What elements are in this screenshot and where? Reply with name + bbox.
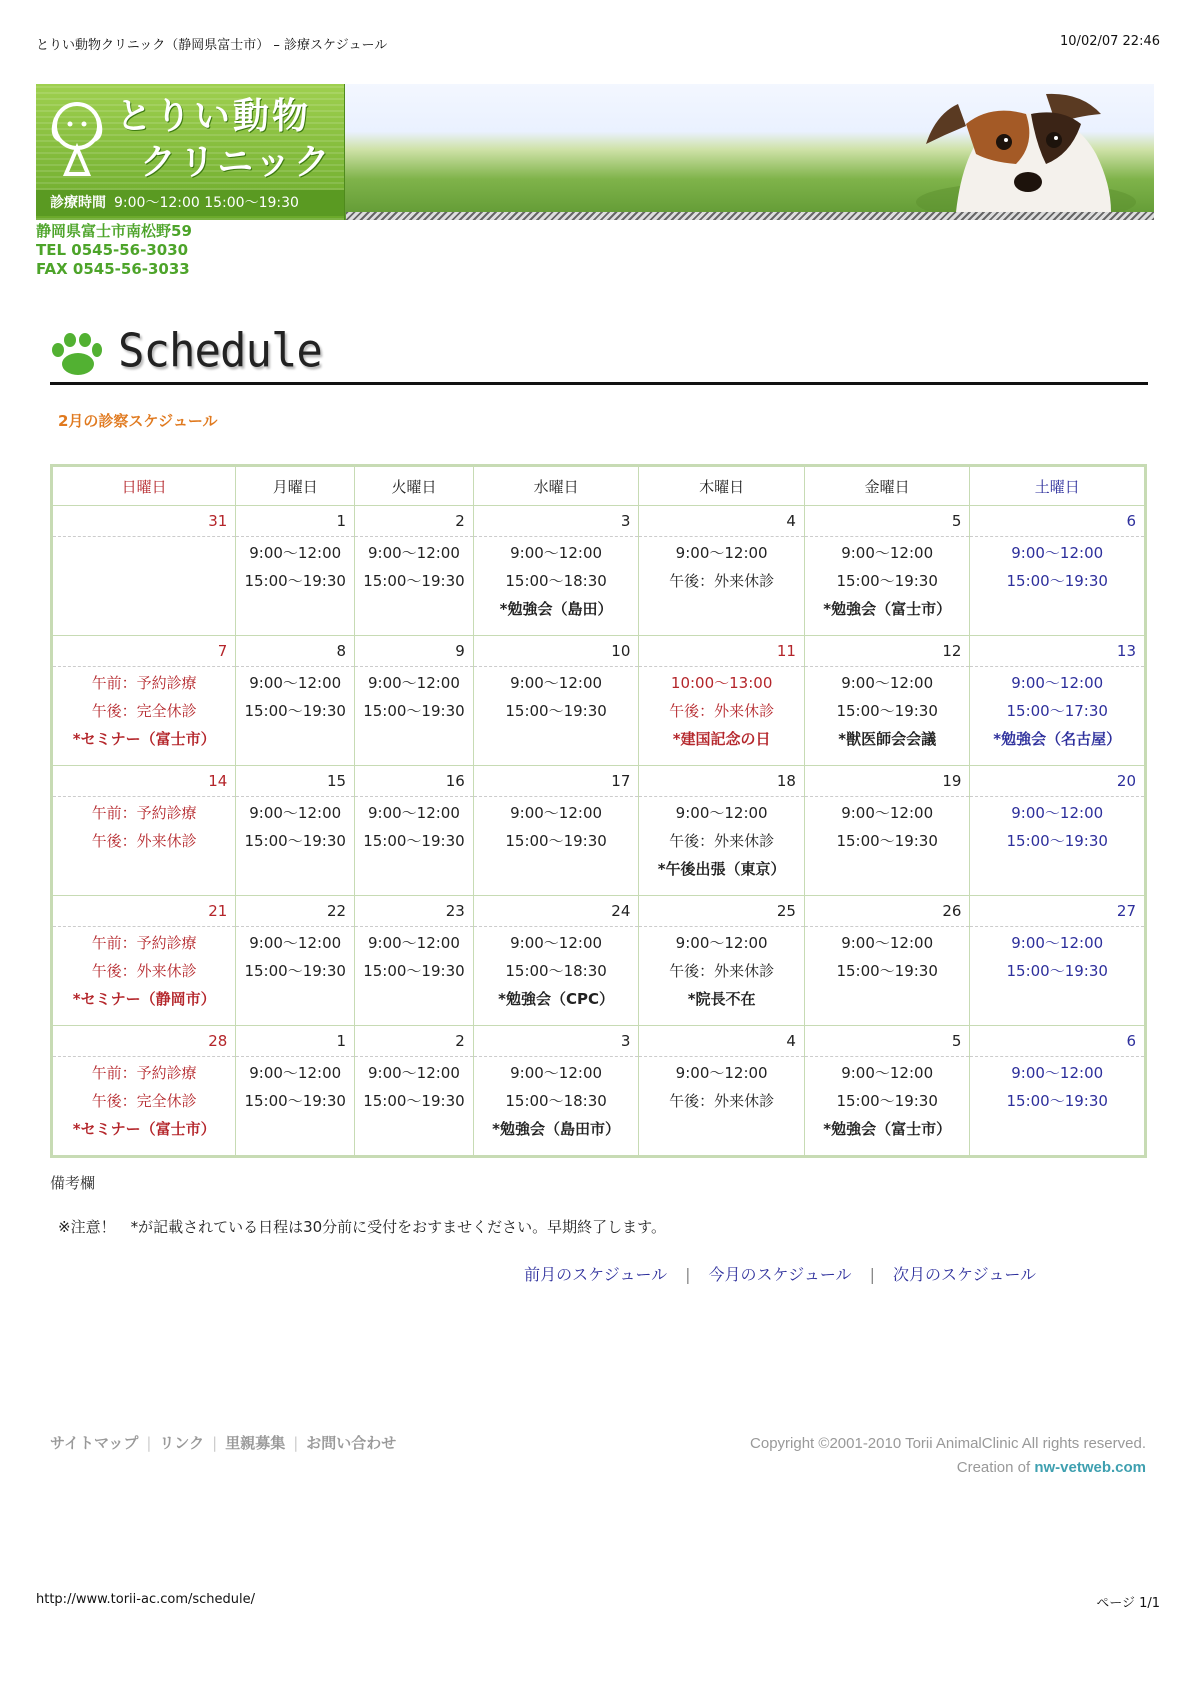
hours-label: 診療時間 bbox=[50, 195, 106, 211]
schedule-line: 午後：完全休診 bbox=[91, 1092, 197, 1110]
schedule-line: 9:00〜12:00 bbox=[841, 934, 934, 952]
day-number: 4 bbox=[639, 1026, 805, 1057]
schedule-line: 15:00〜18:30 bbox=[505, 572, 607, 590]
schedule-line: 午前：予約診療 bbox=[91, 934, 197, 952]
day-schedule bbox=[639, 797, 805, 896]
dog-photo bbox=[896, 84, 1136, 212]
day-number: 6 bbox=[970, 1026, 1146, 1057]
schedule-line: 15:00〜19:30 bbox=[836, 832, 938, 850]
schedule-line: 9:00〜12:00 bbox=[367, 544, 460, 562]
schedule-line: 15:00〜19:30 bbox=[244, 572, 346, 590]
nav-separator: | bbox=[685, 1265, 691, 1284]
event-note: *勉強会（名古屋） bbox=[993, 730, 1122, 748]
schedule-line: 15:00〜19:30 bbox=[1006, 962, 1108, 980]
schedule-line: 15:00〜19:30 bbox=[244, 1092, 346, 1110]
day-schedule bbox=[639, 1057, 805, 1157]
schedule-row bbox=[52, 1057, 1146, 1157]
event-note: *獣医師会会議 bbox=[838, 730, 937, 748]
day-number: 9 bbox=[355, 636, 474, 667]
schedule-line: 午後：完全休診 bbox=[91, 702, 197, 720]
day-schedule bbox=[970, 537, 1146, 636]
schedule-line: 午後：外来休診 bbox=[669, 832, 775, 850]
day-number: 2 bbox=[355, 1026, 474, 1057]
day-schedule bbox=[970, 797, 1146, 896]
day-number: 4 bbox=[639, 506, 805, 537]
footer-separator: | bbox=[293, 1434, 299, 1452]
day-number: 3 bbox=[473, 506, 639, 537]
schedule-line: 15:00〜18:30 bbox=[505, 1092, 607, 1110]
schedule-line: 9:00〜12:00 bbox=[367, 804, 460, 822]
weekday-header: 金曜日 bbox=[804, 466, 970, 506]
print-footer-url: http://www.torii-ac.com/schedule/ bbox=[36, 1592, 256, 1607]
print-header-title: とりい動物クリニック（静岡県富士市） – 診療スケジュール bbox=[36, 38, 388, 53]
creation-line bbox=[750, 1456, 1146, 1480]
schedule-line: 15:00〜19:30 bbox=[363, 702, 465, 720]
schedule-line: 9:00〜12:00 bbox=[1011, 934, 1104, 952]
schedule-line: 15:00〜17:30 bbox=[1006, 702, 1108, 720]
schedule-line: 15:00〜19:30 bbox=[836, 962, 938, 980]
day-number: 24 bbox=[473, 896, 639, 927]
day-schedule bbox=[639, 667, 805, 766]
day-schedule bbox=[970, 927, 1146, 1026]
day-schedule bbox=[804, 797, 970, 896]
event-note: *建国記念の日 bbox=[672, 730, 771, 748]
day-number: 25 bbox=[639, 896, 805, 927]
day-schedule bbox=[236, 797, 355, 896]
schedule-line: 午後：外来休診 bbox=[91, 832, 197, 850]
schedule-line: 15:00〜19:30 bbox=[363, 572, 465, 590]
day-number: 8 bbox=[236, 636, 355, 667]
nav-separator: | bbox=[869, 1265, 875, 1284]
schedule-line: 15:00〜19:30 bbox=[836, 572, 938, 590]
schedule-line: 15:00〜19:30 bbox=[836, 702, 938, 720]
day-number: 14 bbox=[52, 766, 236, 797]
date-row bbox=[52, 636, 1146, 667]
day-number: 22 bbox=[236, 896, 355, 927]
address-line: 静岡県富士市南松野59 bbox=[36, 222, 192, 240]
hours-value: 9:00〜12:00 15:00〜19:30 bbox=[114, 195, 299, 211]
schedule-line: 15:00〜19:30 bbox=[363, 962, 465, 980]
schedule-line: 9:00〜12:00 bbox=[367, 674, 460, 692]
schedule-line: 9:00〜12:00 bbox=[1011, 804, 1104, 822]
schedule-row bbox=[52, 927, 1146, 1026]
schedule-line: 9:00〜12:00 bbox=[675, 1064, 768, 1082]
schedule-line: 15:00〜19:30 bbox=[363, 832, 465, 850]
weekday-header: 日曜日 bbox=[52, 466, 236, 506]
day-schedule bbox=[804, 927, 970, 1026]
schedule-line: 15:00〜19:30 bbox=[1006, 572, 1108, 590]
notes-text: ※注意！ *が記載されている日程は30分前に受付をおすませください。早期終了します。 bbox=[58, 1218, 666, 1236]
day-schedule bbox=[52, 927, 236, 1026]
footer-link-sitemap[interactable]: サイトマップ bbox=[50, 1434, 139, 1452]
dog-mascot-icon bbox=[46, 96, 108, 182]
weekday-header: 月曜日 bbox=[236, 466, 355, 506]
schedule-line: 10:00〜13:00 bbox=[670, 674, 773, 692]
day-schedule bbox=[639, 537, 805, 636]
date-row bbox=[52, 506, 1146, 537]
day-schedule bbox=[52, 667, 236, 766]
footer-separator: | bbox=[146, 1434, 152, 1452]
schedule-line: 9:00〜12:00 bbox=[675, 934, 768, 952]
schedule-line: 午後：外来休診 bbox=[669, 572, 775, 590]
day-schedule bbox=[355, 927, 474, 1026]
day-schedule bbox=[473, 1057, 639, 1157]
paw-icon bbox=[50, 330, 102, 376]
day-number: 27 bbox=[970, 896, 1146, 927]
day-number: 28 bbox=[52, 1026, 236, 1057]
copyright-block bbox=[750, 1432, 1146, 1480]
next-month-link[interactable]: 次月のスケジュール bbox=[892, 1265, 1036, 1284]
day-schedule bbox=[52, 797, 236, 896]
logo-line-2: クリニック bbox=[140, 142, 333, 183]
schedule-line: 9:00〜12:00 bbox=[249, 1064, 342, 1082]
schedule-line: 9:00〜12:00 bbox=[249, 544, 342, 562]
print-header-date: 10/02/07 22:46 bbox=[1060, 34, 1160, 49]
day-schedule bbox=[355, 537, 474, 636]
schedule-line: 午後：外来休診 bbox=[669, 1092, 775, 1110]
day-number: 3 bbox=[473, 1026, 639, 1057]
creation-link[interactable]: nw-vetweb.com bbox=[1034, 1459, 1146, 1476]
day-number: 1 bbox=[236, 1026, 355, 1057]
month-navigation bbox=[524, 1262, 1036, 1285]
month-title: 2月の診察スケジュール bbox=[58, 412, 218, 430]
day-schedule bbox=[804, 1057, 970, 1157]
day-schedule bbox=[473, 927, 639, 1026]
schedule-line: 9:00〜12:00 bbox=[249, 934, 342, 952]
day-number: 13 bbox=[970, 636, 1146, 667]
logo-text bbox=[116, 94, 333, 186]
schedule-row bbox=[52, 667, 1146, 766]
calendar-header-row bbox=[52, 466, 1146, 506]
day-number: 17 bbox=[473, 766, 639, 797]
schedule-line: 午後：外来休診 bbox=[669, 702, 775, 720]
day-schedule bbox=[52, 537, 236, 636]
clinic-logo[interactable] bbox=[36, 84, 345, 220]
day-number: 19 bbox=[804, 766, 970, 797]
date-row bbox=[52, 896, 1146, 927]
schedule-line: 9:00〜12:00 bbox=[367, 1064, 460, 1082]
weekday-header: 火曜日 bbox=[355, 466, 474, 506]
schedule-line: 15:00〜19:30 bbox=[244, 962, 346, 980]
schedule-line: 15:00〜19:30 bbox=[244, 702, 346, 720]
day-schedule bbox=[236, 667, 355, 766]
event-note: *勉強会（島田市） bbox=[492, 1120, 621, 1138]
weekday-header: 木曜日 bbox=[639, 466, 805, 506]
schedule-line: 午後：外来休診 bbox=[91, 962, 197, 980]
schedule-line: 9:00〜12:00 bbox=[841, 544, 934, 562]
schedule-row bbox=[52, 537, 1146, 636]
banner-stripe-divider bbox=[346, 212, 1154, 220]
schedule-line: 9:00〜12:00 bbox=[1011, 544, 1104, 562]
schedule-line: 9:00〜12:00 bbox=[510, 674, 603, 692]
footer-links bbox=[50, 1432, 396, 1453]
day-number: 31 bbox=[52, 506, 236, 537]
day-number: 15 bbox=[236, 766, 355, 797]
day-number: 16 bbox=[355, 766, 474, 797]
footer-link-links[interactable]: リンク bbox=[159, 1434, 205, 1452]
schedule-line: 午後：外来休診 bbox=[669, 962, 775, 980]
day-schedule bbox=[52, 1057, 236, 1157]
hours-bar bbox=[36, 190, 344, 216]
day-number: 11 bbox=[639, 636, 805, 667]
clinic-address bbox=[36, 222, 192, 279]
day-schedule bbox=[355, 667, 474, 766]
schedule-title: Schedule bbox=[118, 324, 322, 379]
footer-link-foster[interactable]: 里親募集 bbox=[225, 1434, 286, 1452]
event-note: *勉強会（CPC） bbox=[498, 990, 615, 1008]
day-schedule bbox=[473, 797, 639, 896]
schedule-line: 9:00〜12:00 bbox=[675, 544, 768, 562]
footer-separator: | bbox=[212, 1434, 218, 1452]
schedule-line: 9:00〜12:00 bbox=[510, 934, 603, 952]
day-schedule bbox=[355, 1057, 474, 1157]
event-note: *勉強会（島田） bbox=[499, 600, 613, 618]
event-note: *午後出張（東京） bbox=[657, 860, 786, 878]
event-note: *セミナー（富士市） bbox=[72, 1120, 216, 1138]
weekday-header: 水曜日 bbox=[473, 466, 639, 506]
day-schedule bbox=[473, 667, 639, 766]
fax-line: FAX 0545-56-3033 bbox=[36, 260, 190, 278]
day-schedule bbox=[970, 1057, 1146, 1157]
day-number: 21 bbox=[52, 896, 236, 927]
day-number: 10 bbox=[473, 636, 639, 667]
schedule-line: 9:00〜12:00 bbox=[510, 1064, 603, 1082]
notes-label: 備考欄 bbox=[50, 1174, 96, 1192]
schedule-line: 9:00〜12:00 bbox=[1011, 1064, 1104, 1082]
event-note: *セミナー（静岡市） bbox=[72, 990, 216, 1008]
day-schedule bbox=[236, 1057, 355, 1157]
day-number: 7 bbox=[52, 636, 236, 667]
day-number: 2 bbox=[355, 506, 474, 537]
schedule-line: 9:00〜12:00 bbox=[249, 674, 342, 692]
prev-month-link[interactable]: 前月のスケジュール bbox=[524, 1265, 668, 1284]
current-month-link[interactable]: 今月のスケジュール bbox=[708, 1265, 852, 1284]
event-note: *セミナー（富士市） bbox=[72, 730, 216, 748]
day-schedule bbox=[970, 667, 1146, 766]
day-number: 20 bbox=[970, 766, 1146, 797]
schedule-line: 15:00〜19:30 bbox=[1006, 832, 1108, 850]
day-schedule bbox=[639, 927, 805, 1026]
schedule-line: 9:00〜12:00 bbox=[1011, 674, 1104, 692]
schedule-line: 15:00〜18:30 bbox=[505, 962, 607, 980]
schedule-line: 15:00〜19:30 bbox=[1006, 1092, 1108, 1110]
schedule-line: 15:00〜19:30 bbox=[836, 1092, 938, 1110]
day-schedule bbox=[236, 927, 355, 1026]
day-number: 6 bbox=[970, 506, 1146, 537]
day-schedule bbox=[804, 667, 970, 766]
date-row bbox=[52, 766, 1146, 797]
tel-line: TEL 0545-56-3030 bbox=[36, 241, 189, 259]
schedule-line: 9:00〜12:00 bbox=[249, 804, 342, 822]
schedule-line: 午前：予約診療 bbox=[91, 674, 197, 692]
schedule-line: 9:00〜12:00 bbox=[841, 674, 934, 692]
schedule-line: 9:00〜12:00 bbox=[841, 1064, 934, 1082]
schedule-line: 午前：予約診療 bbox=[91, 1064, 197, 1082]
copyright-text: Copyright ©2001-2010 Torii AnimalClinic All rights reserved. bbox=[750, 1435, 1146, 1452]
day-number: 5 bbox=[804, 1026, 970, 1057]
day-number: 12 bbox=[804, 636, 970, 667]
day-schedule bbox=[804, 537, 970, 636]
schedule-line: 15:00〜19:30 bbox=[244, 832, 346, 850]
schedule-line: 9:00〜12:00 bbox=[841, 804, 934, 822]
site-banner[interactable] bbox=[36, 84, 1154, 220]
day-schedule bbox=[473, 537, 639, 636]
day-schedule bbox=[236, 537, 355, 636]
schedule-line: 9:00〜12:00 bbox=[367, 934, 460, 952]
schedule-line: 15:00〜19:30 bbox=[505, 702, 607, 720]
logo-line-1: とりい動物 bbox=[116, 96, 312, 137]
footer-link-contact[interactable]: お問い合わせ bbox=[306, 1434, 397, 1452]
date-row bbox=[52, 1026, 1146, 1057]
event-note: *勉強会（富士市） bbox=[823, 1120, 952, 1138]
schedule-heading bbox=[50, 320, 1148, 385]
day-number: 1 bbox=[236, 506, 355, 537]
schedule-line: 9:00〜12:00 bbox=[510, 544, 603, 562]
day-number: 18 bbox=[639, 766, 805, 797]
schedule-line: 15:00〜19:30 bbox=[363, 1092, 465, 1110]
schedule-line: 9:00〜12:00 bbox=[675, 804, 768, 822]
schedule-calendar bbox=[50, 464, 1147, 1158]
print-footer-page: ページ 1/1 bbox=[1096, 1596, 1160, 1611]
creation-prefix: Creation of bbox=[956, 1459, 1031, 1476]
schedule-row bbox=[52, 797, 1146, 896]
schedule-line: 9:00〜12:00 bbox=[510, 804, 603, 822]
day-schedule bbox=[355, 797, 474, 896]
event-note: *勉強会（富士市） bbox=[823, 600, 952, 618]
day-number: 23 bbox=[355, 896, 474, 927]
day-number: 5 bbox=[804, 506, 970, 537]
event-note: *院長不在 bbox=[687, 990, 756, 1008]
day-number: 26 bbox=[804, 896, 970, 927]
schedule-line: 午前：予約診療 bbox=[91, 804, 197, 822]
weekday-header: 土曜日 bbox=[970, 466, 1146, 506]
schedule-line: 15:00〜19:30 bbox=[505, 832, 607, 850]
